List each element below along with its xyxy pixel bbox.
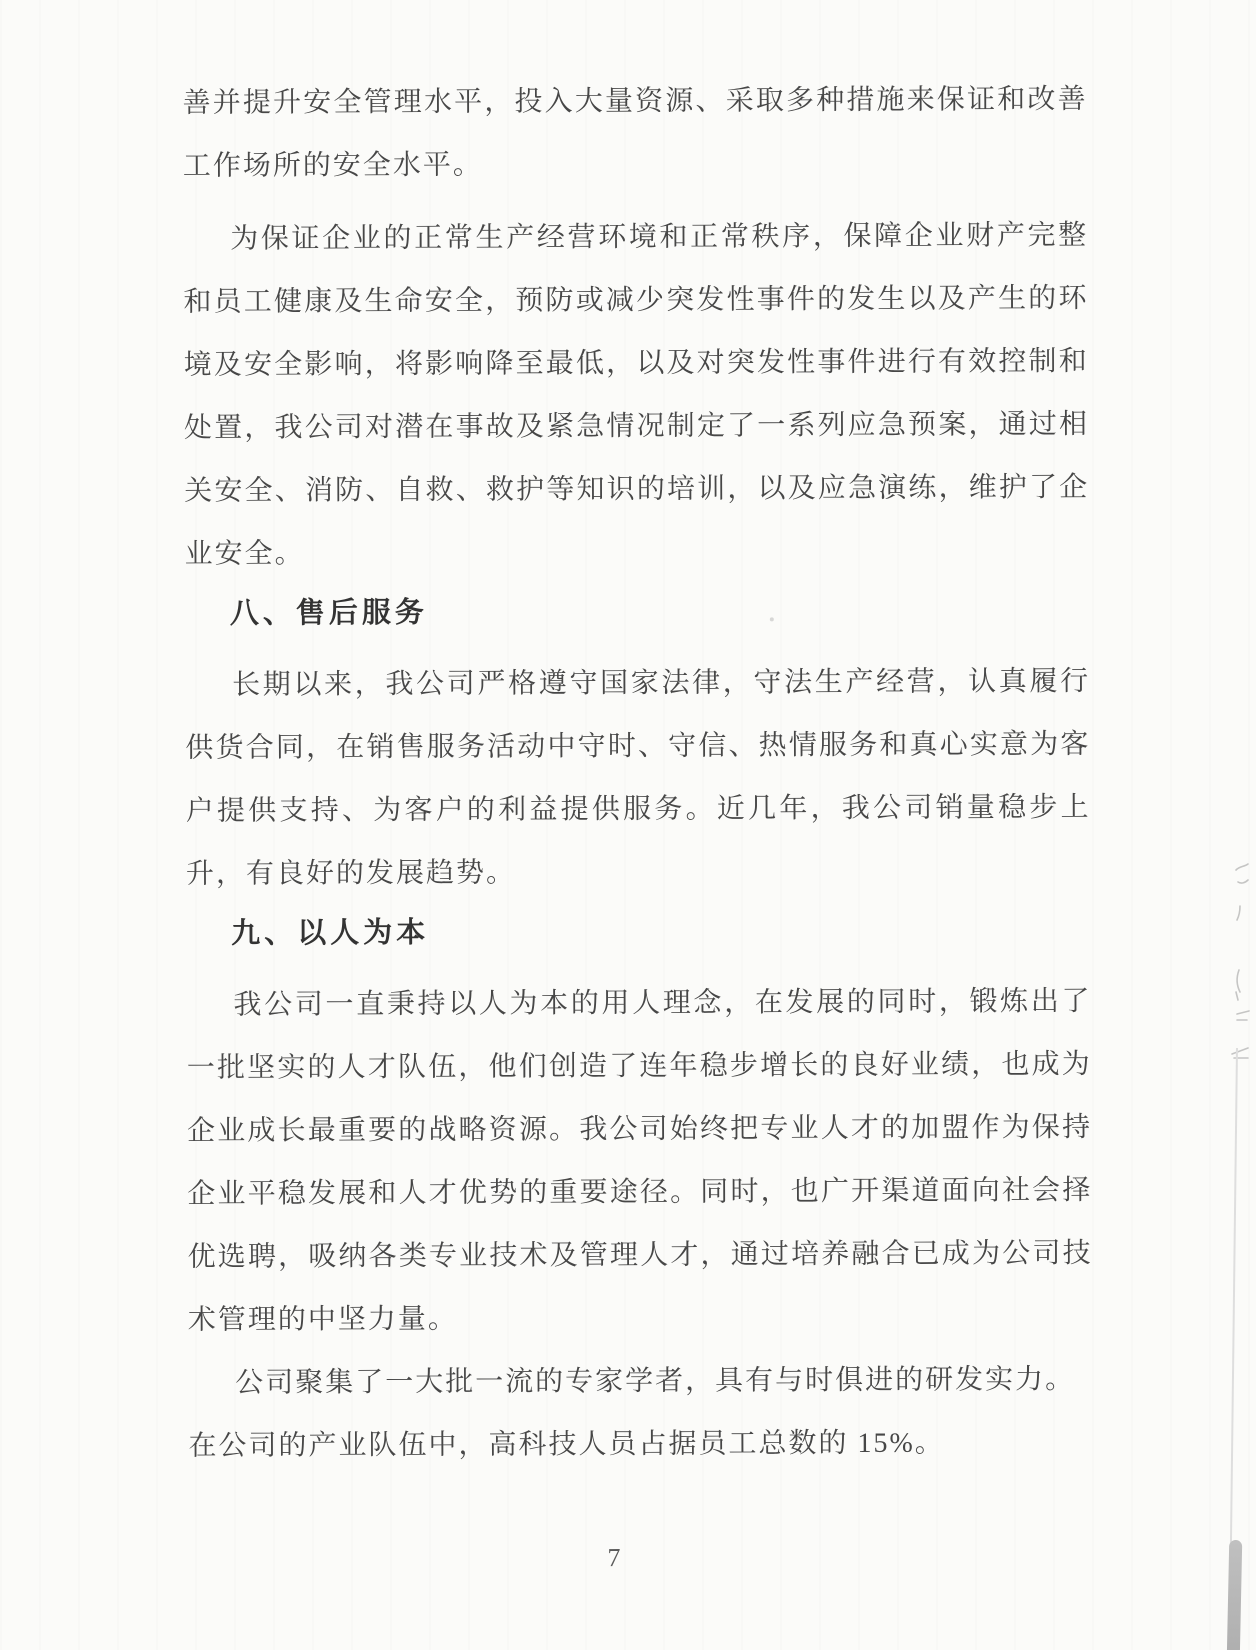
scan-speck bbox=[770, 617, 774, 621]
page-footer bbox=[4, 1535, 1256, 1580]
section-heading-after-sales-service: 八、售后服务 bbox=[229, 596, 428, 630]
body-paragraph-talent-team: 我公司一直秉持以人为本的用人理念，在发展的同时，锻炼出了一批坚实的人才队伍，他们创造了连年稳步增长的良好业绩，也成为企业成长最重要的战略资源。我公司始终把专业人才的加盟作为保持企业平稳发展和人才优势的重要途径。同时，也广开渠道面向社会择优选聘，吸纳各类专业技术及管理人才，通过培养融合已成为公司技术管理的中坚力量。 bbox=[186, 985, 1093, 1336]
document-body bbox=[182, 68, 1093, 1478]
body-paragraph-safety-continued: 善并提升安全管理水平，投入大量资源、采取多种措施来保证和改善工作场所的安全水平。 bbox=[182, 83, 1088, 182]
body-paragraph-experts: 公司聚集了一大批一流的专家学者，具有与时俱进的研发实力。 bbox=[235, 1364, 1076, 1399]
body-paragraph-hightech-ratio: 在公司的产业队伍中，高科技人员占据员工总数的 15%。 bbox=[188, 1427, 945, 1462]
body-paragraph-emergency-plans: 为保证企业的正常生产经营环境和正常秩序，保障企业财产完整和员工健康及生命安全，预防或减少突发性事件的发生以及产生的环境及安全影响，将影响降至最低，以及对突发性事件进行有效控制和处置，我公司对潜在事故及紧急情况制定了一系列应急预案，通过相关安全、消防、自救、救护等知识的培训，以及应急演练，维护了企业安全。 bbox=[183, 219, 1090, 570]
body-paragraph-after-sales: 长期以来，我公司严格遵守国家法律，守法生产经营，认真履行供货合同，在销售服务活动中守时、守信、热情服务和真心实意为客户提供支持、为客户的利益提供服务。近几年，我公司销量稳步上升，有良好的发展趋势。 bbox=[185, 665, 1091, 890]
page-number: 7 bbox=[607, 1543, 621, 1573]
section-heading-people-oriented: 九、以人为本 bbox=[231, 916, 430, 950]
scan-edge-mark bbox=[1227, 1540, 1243, 1650]
